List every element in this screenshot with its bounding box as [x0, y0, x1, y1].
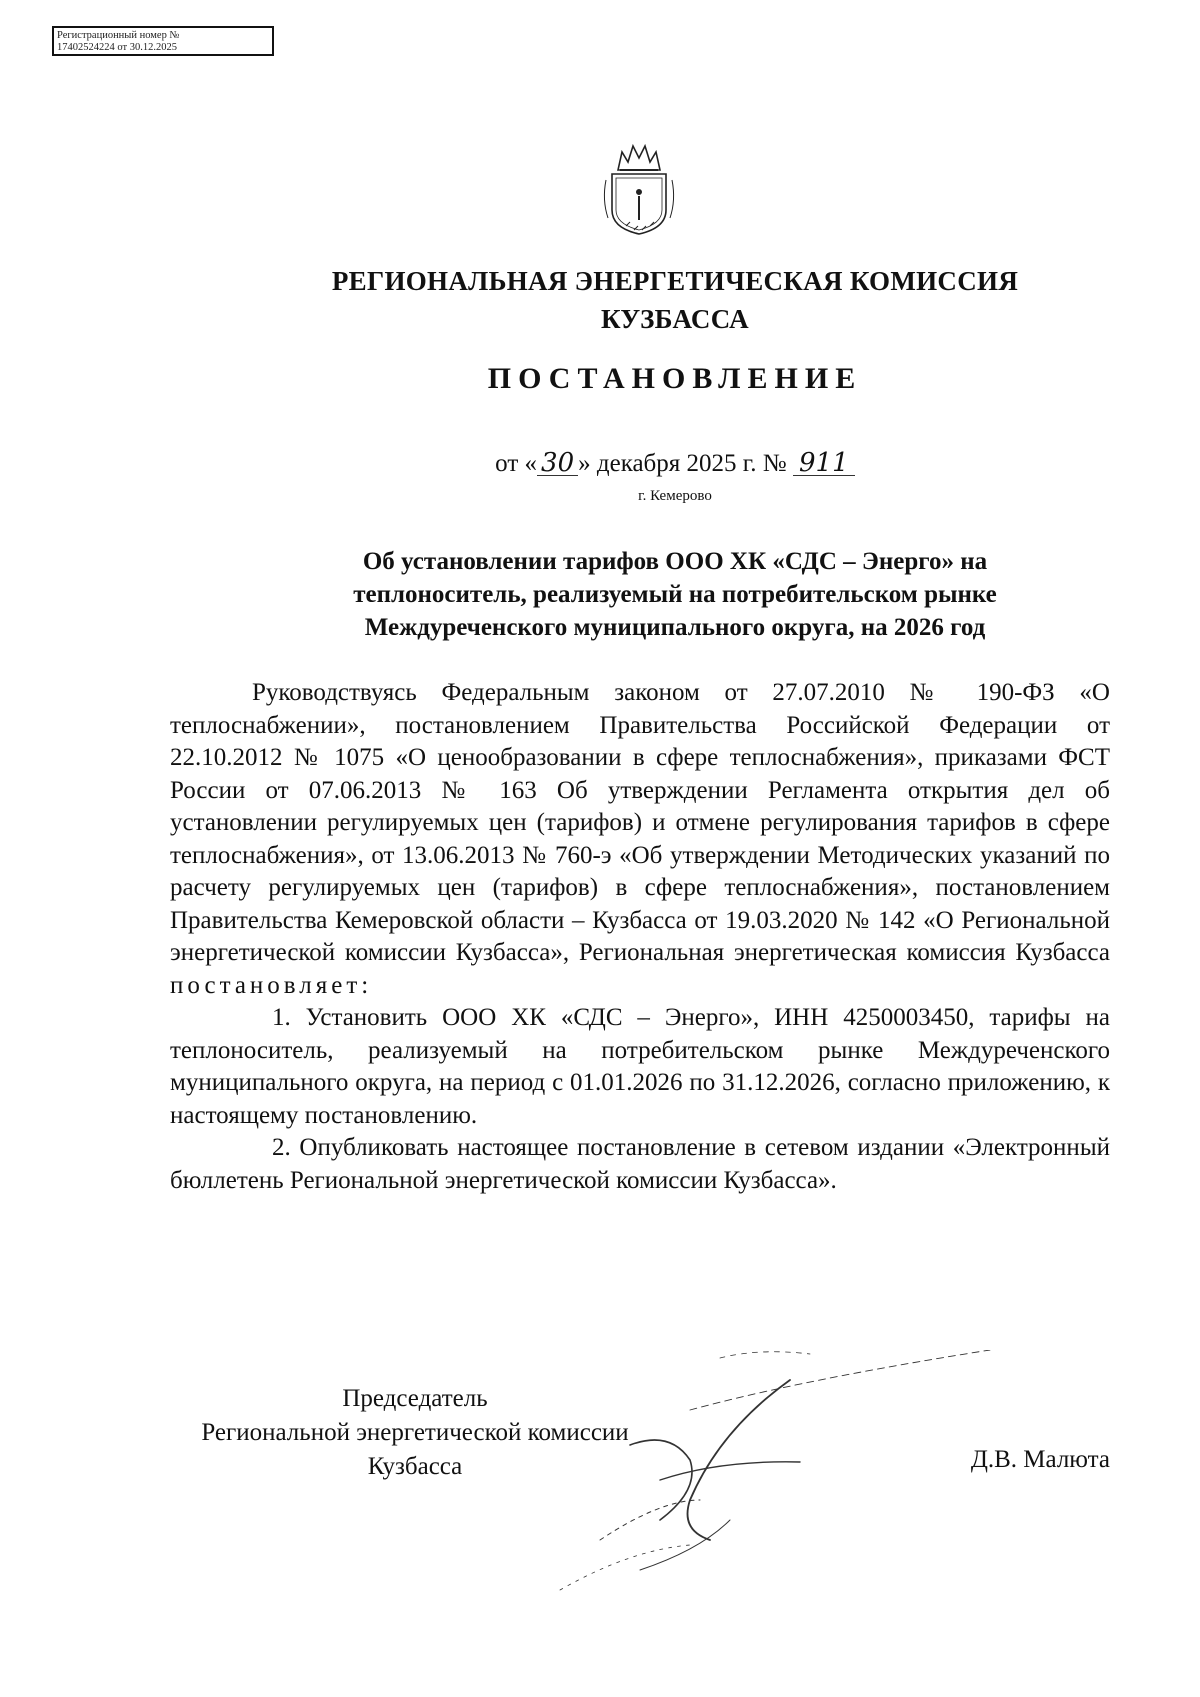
decree-word: постановляет: [170, 971, 373, 999]
city: г. Кемерово [638, 488, 712, 504]
signer-name: Д.В. Малюта [970, 1446, 1110, 1473]
organization-title [250, 262, 1100, 338]
signer-title-line-1: Председатель [342, 1385, 488, 1412]
subject-line-2: теплоноситель, реализуемый на потребительском рынке [353, 581, 997, 608]
date-number-line [250, 450, 1100, 478]
registration-line-1: Регистрационный номер № [57, 30, 180, 41]
coat-of-arms-icon [598, 140, 680, 240]
signer-title-line-3: Кузбасса [367, 1453, 463, 1480]
date-middle: » декабря 2025 г. № [578, 450, 793, 477]
handwritten-number: 911 [793, 451, 855, 476]
item-2: 2. Опубликовать настоящее постановление в сетевом издании «Электронный бюллетень Региональной энергетической комиссии Кузбасса». [170, 1134, 1110, 1194]
subject-line-1: Об установлении тарифов ООО ХК «СДС – Энерго» на [362, 548, 988, 575]
organization-title-line-1: РЕГИОНАЛЬНАЯ ЭНЕРГЕТИЧЕСКАЯ КОМИССИЯ [331, 266, 1019, 296]
preamble-text: Руководствуясь Федеральным законом от 27.07.2010 № 190-ФЗ «О теплоснабжении», постановлением Правительства Российской Федерации от 22.10.2012 № 1075 «О ценообразовании в сфере теплоснабжения», приказами ФСТ России от 07.06.2013 № 163 Об утверждении Регламента открытия дел об установлении регулируемых цен (тарифов) и отмене регулирования тарифов в сфере теплоснабжения», от 13.06.2013 № 760-э «Об утверждении Методических указаний по расчету регулируемых цен (тарифов) в сфере теплоснабжения», постановлением Правительства Кемеровской области – Кузбасса от 19.03.2020 № 142 «О Региональной энергетической комиссии Кузбасса», Региональная энергетическая комиссия Кузбасса [170, 679, 1110, 966]
registration-line-2: 17402524224 от 30.12.2025 [57, 42, 177, 53]
signer-title-line-2: Региональной энергетической комиссии [201, 1419, 629, 1446]
handwritten-day: 30 [537, 451, 578, 476]
registration-stamp [52, 26, 274, 56]
item-1: 1. Установить ООО ХК «СДС – Энерго», ИНН 4250003450, тарифы на теплоноситель, реализуемый на потребительском рынке Междуреченского муниципального округа, на период с 01.01.2026 по 31.12.2026, согласно приложению, к настоящему постановлению. [170, 1004, 1110, 1129]
organization-title-line-2: КУЗБАССА [601, 304, 749, 334]
subject-line-3: Междуреченского муниципального округа, на 2026 год [364, 614, 986, 641]
document-subject [250, 545, 1100, 644]
date-prefix: от « [495, 450, 538, 477]
document-type: ПОСТАНОВЛЕНИЕ [487, 362, 863, 395]
handwritten-signature-icon [540, 1350, 1000, 1610]
preamble-paragraph [170, 677, 1110, 1002]
document-body [170, 677, 1110, 1197]
